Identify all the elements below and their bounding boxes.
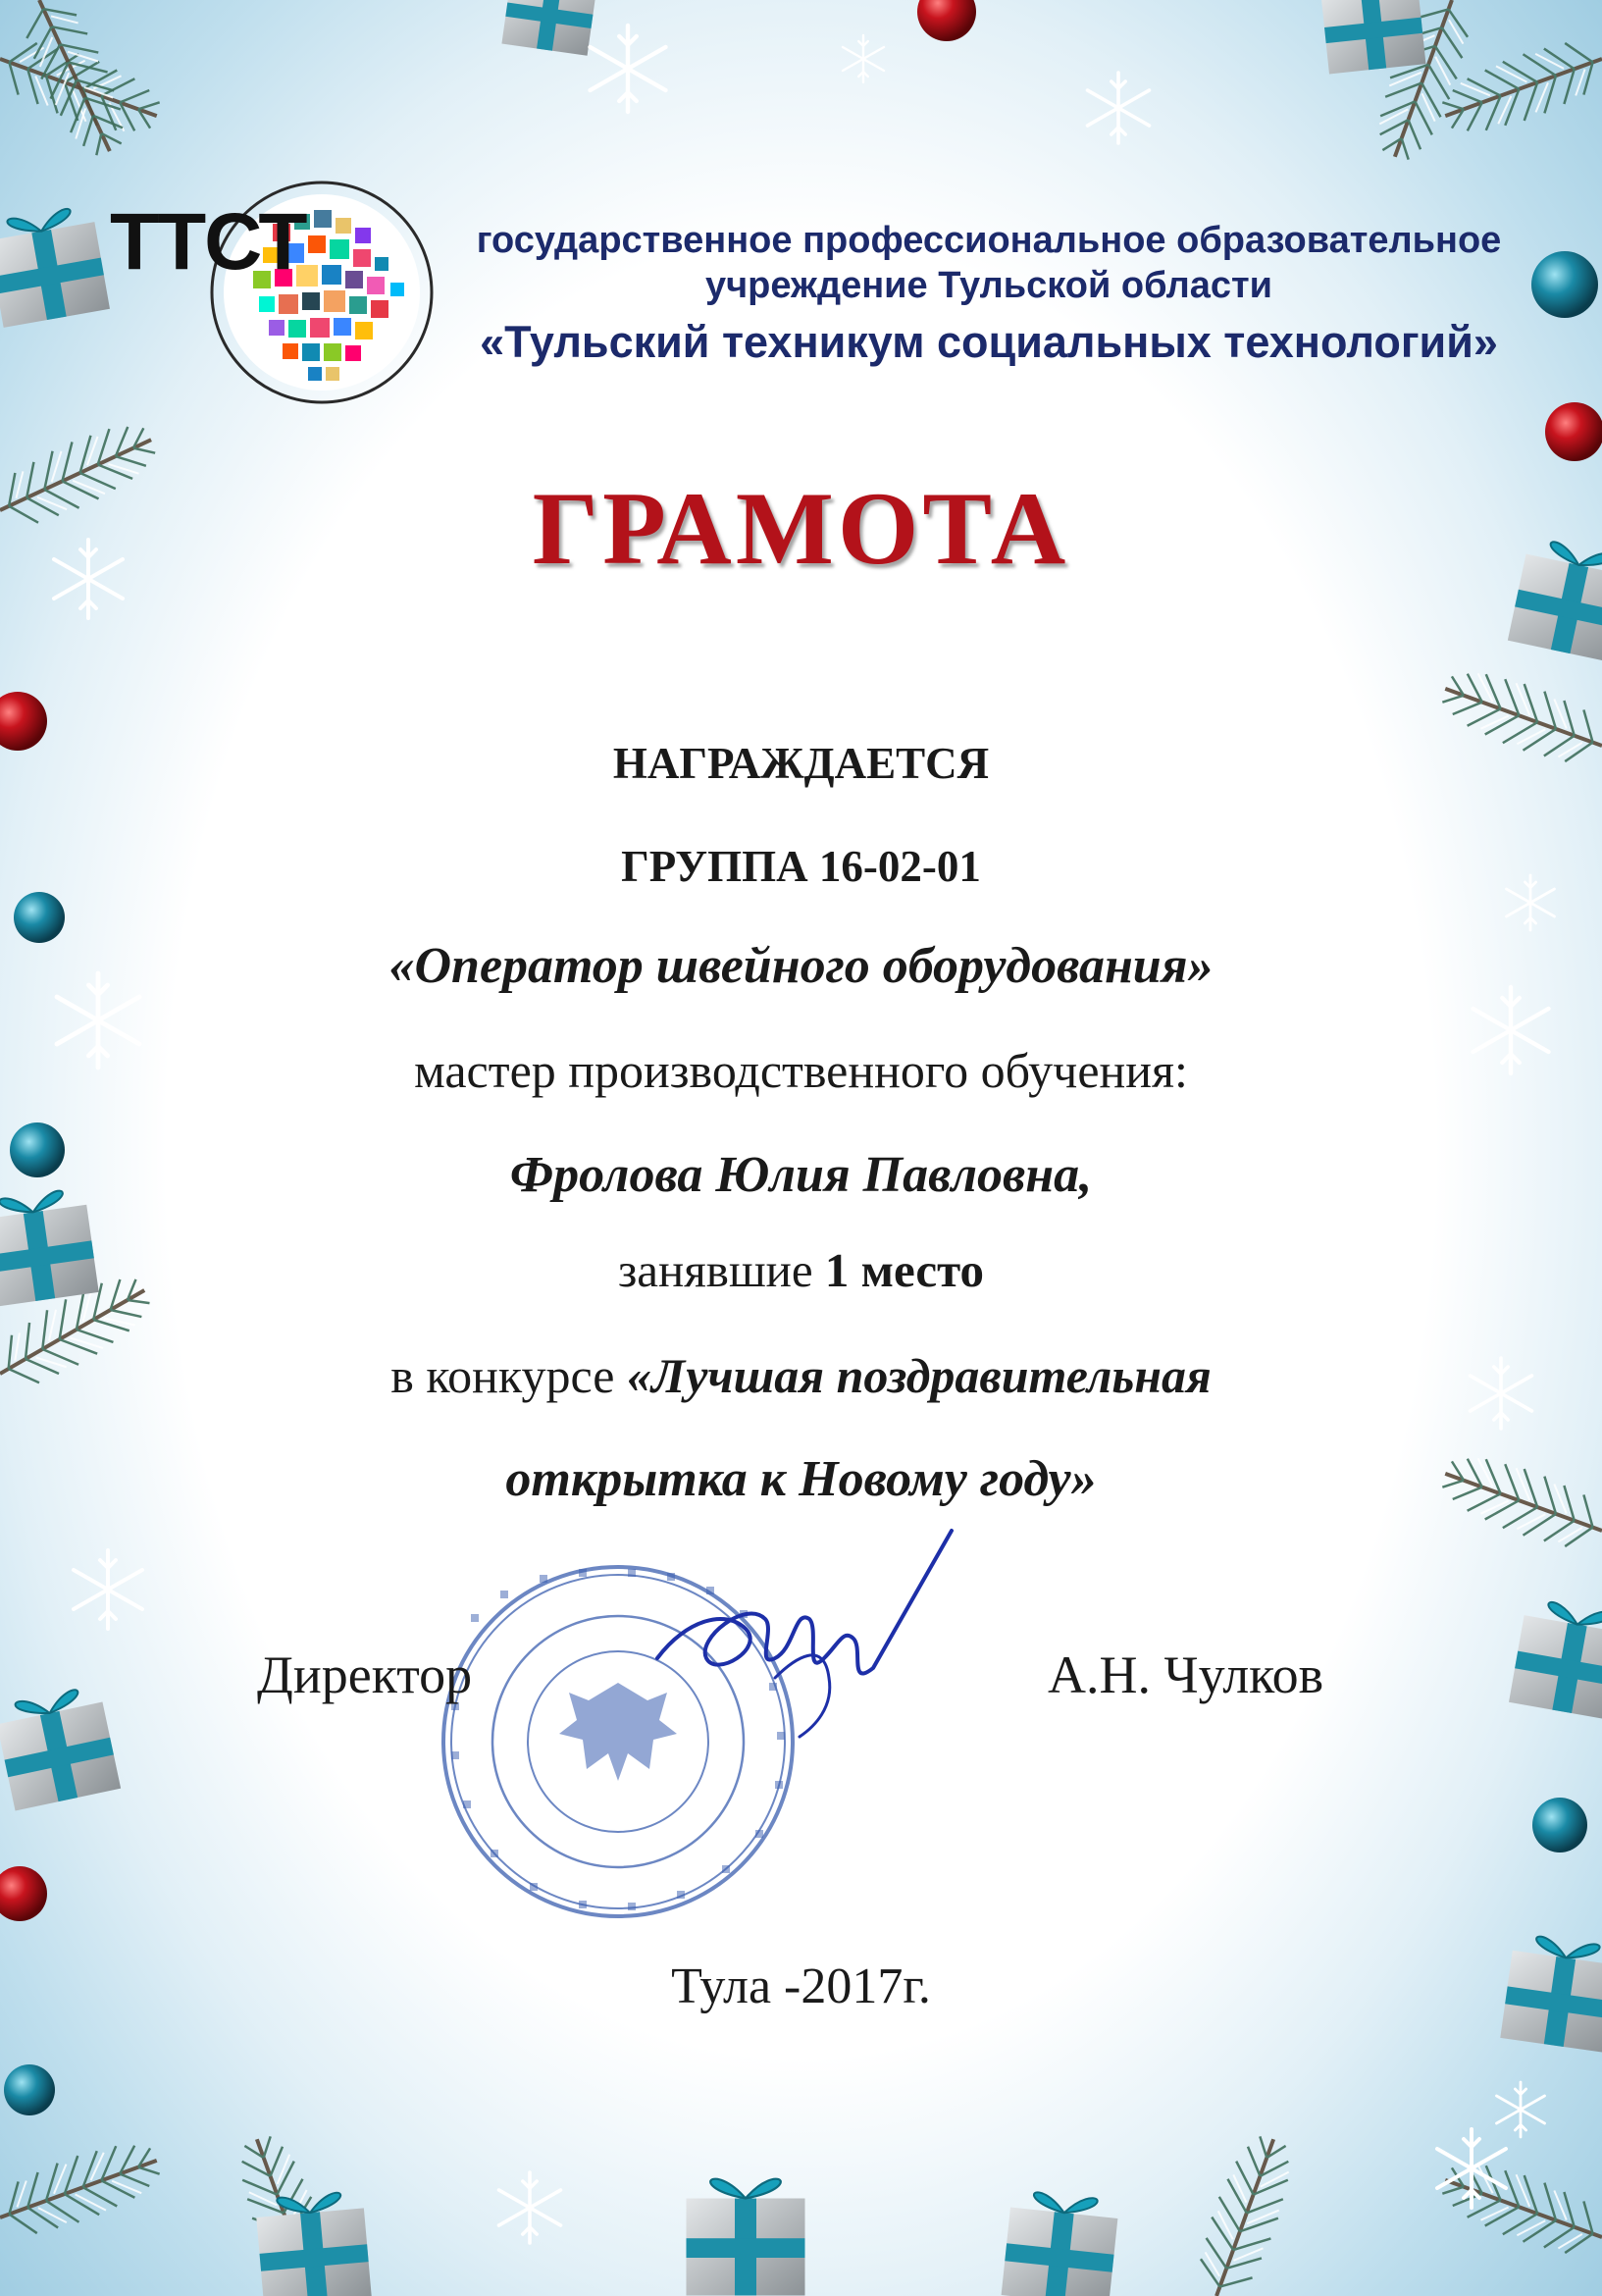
snowflake-icon [591, 26, 666, 112]
ornament-ball-icon [1545, 402, 1602, 461]
place-prefix: занявшие [617, 1243, 813, 1297]
organization-name: «Тульский техникум социальных технологий» [480, 317, 1498, 367]
place-line [0, 1242, 1602, 1298]
gift-box-icon [1319, 0, 1426, 74]
snowflake-icon [1088, 73, 1150, 143]
handwritten-signature-icon [628, 1511, 961, 1747]
role-label: мастер производственного обучения: [414, 1043, 1188, 1098]
ornament-ball-icon [1532, 1798, 1587, 1852]
fir-branch-icon [0, 2131, 168, 2247]
gift-box-icon [255, 2190, 372, 2296]
contest-prefix: в конкурсе [390, 1348, 615, 1403]
organization-line-1: государственное профессиональное образовательное [476, 220, 1502, 261]
fir-branch-icon [0, 29, 168, 145]
contest-line-2: открытка к Новому году» [505, 1451, 1097, 1507]
snowflake-icon [499, 2172, 561, 2243]
contest-name-part-1: «Лучшая поздравительная [626, 1348, 1212, 1403]
ornament-ball-icon [917, 0, 976, 41]
snowflake-icon [1437, 2129, 1506, 2208]
awarded-label: НАГРАЖДАЕТСЯ [612, 739, 990, 788]
specialty-label: «Оператор швейного оборудования» [388, 938, 1214, 994]
organization-line-2: учреждение Тульской области [704, 265, 1273, 306]
city-year: Тула -2017г. [671, 1958, 931, 2014]
signatory-position: Директор [257, 1645, 473, 1704]
snowflake-icon [843, 35, 884, 82]
ornament-ball-icon [4, 2064, 55, 2115]
ornament-ball-icon [1531, 251, 1598, 318]
contest-line-1 [0, 1347, 1602, 1404]
group-label: ГРУППА 16-02-01 [621, 842, 981, 891]
gift-box-icon [0, 204, 110, 327]
person-name: Фролова Юлия Павловна, [509, 1147, 1093, 1203]
place-value: 1 место [824, 1243, 985, 1297]
fir-branch-icon [1434, 29, 1602, 145]
ornament-ball-icon [0, 1866, 47, 1921]
certificate-title: ГРАМОТА [532, 471, 1070, 586]
gift-box-icon [501, 0, 598, 56]
signatory-name: А.Н. Чулков [1048, 1645, 1324, 1704]
organization-header [459, 218, 1519, 371]
snowflake-icon [74, 1550, 142, 1629]
fir-branch-icon [1187, 2128, 1303, 2296]
gift-box-icon [0, 1685, 121, 1811]
gift-box-icon [687, 2179, 805, 2296]
ornament-ball-icon [14, 892, 65, 943]
fir-branch-icon [11, 0, 138, 165]
logo-text: ТТСТ [110, 197, 306, 287]
snowflake-icon [1497, 2082, 1545, 2137]
fir-branch-icon [1434, 2151, 1602, 2267]
gift-box-icon [1002, 2190, 1120, 2296]
gift-box-icon [1509, 1597, 1602, 1720]
